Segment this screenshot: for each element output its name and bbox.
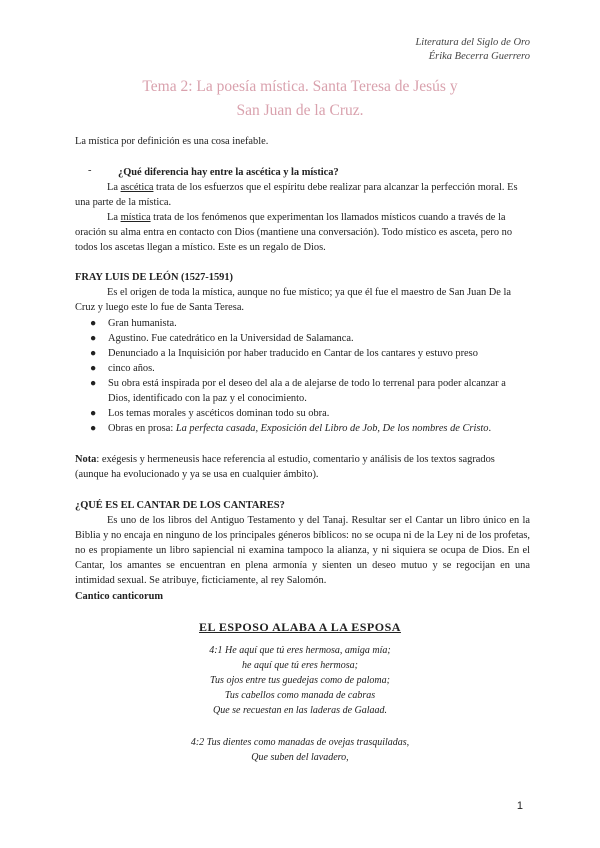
poem-title: EL ESPOSO ALABA A LA ESPOSA bbox=[199, 620, 401, 634]
fray-luis-heading: FRAY LUIS DE LEÓN (1527-1591) bbox=[75, 272, 233, 283]
obras-titles: La perfecta casada, Exposición del Libro de Job, De los nombres de Cristo bbox=[175, 423, 489, 434]
fray-luis-bullet-list bbox=[90, 316, 530, 436]
ascetica-term: ascética bbox=[120, 182, 154, 193]
cantar-paragraph: Es uno de los libros del Antiguo Testamento y del Tanaj. Resultar ser el Cantar un libro único en la Biblia y no encaja en ninguno de los principales géneros bíblicos: no se ocupa ni de la Ley ni de los profetas, no es propiamente un libro sapiencial ni examina tampoco la alianza, y ni siquiera se ocupa de Dios. En el Cantar, los amantes se encuentran en plena armonía y sienten un deseo mutuo y se regocijan en una intimidad sexual. Se atribuye, ficticiamente, al rey Salomón. bbox=[75, 515, 530, 586]
intro-paragraph: La mística por definición es una cosa inefable. bbox=[75, 136, 269, 147]
poem-line: 4:1 He aquí que tú eres hermosa, amiga mía; bbox=[209, 645, 391, 656]
bullet-item: ● Los temas morales y ascéticos dominan todo su obra. bbox=[90, 408, 330, 419]
fray-luis-intro: Es el origen de toda la mística, aunque no fue místico; ya que él fue el maestro de San Juan De la Cruz y luego este lo fue de Santa Teresa. bbox=[75, 287, 511, 313]
question-heading: ¿Qué diferencia hay entre la ascética y la mística? bbox=[118, 167, 339, 178]
mistica-definition: trata de los fenómenos que experimentan los llamados místicos cuando a través de la oración su alma entra en contacto con Dios (mantiene una conversación). Todo místico es asceta, pero no todos los ascetas llegan a místico. Este es un regalo de Dios. bbox=[75, 212, 513, 253]
bullet-item-obras: ● Obras en prosa: La perfecta casada, Exposición del Libro de Job, De los nombres de Cristo. bbox=[90, 423, 492, 434]
nota-label: Nota bbox=[75, 454, 97, 465]
document-title bbox=[60, 75, 540, 123]
cantico-subheading: Cantico canticorum bbox=[75, 591, 164, 602]
poem-line: Tus cabellos como manada de cabras bbox=[224, 690, 376, 701]
course-name: Literatura del Siglo de Oro bbox=[415, 37, 530, 48]
poem-line: 4:2 Tus dientes como manadas de ovejas trasquiladas, bbox=[190, 737, 410, 748]
ascetica-paragraph bbox=[75, 180, 530, 210]
title-line-1: Tema 2: La poesía mística. Santa Teresa de Jesús y bbox=[142, 78, 458, 95]
poem-stanza-1 bbox=[60, 643, 540, 718]
poem-line: Que se recuestan en las laderas de Galaad. bbox=[212, 705, 388, 716]
page-number: 1 bbox=[516, 800, 523, 812]
poem-line: Que suben del lavadero, bbox=[251, 752, 349, 763]
cantar-heading: ¿QUÉ ES EL CANTAR DE LOS CANTARES? bbox=[75, 500, 285, 511]
ascetica-definition: trata de los esfuerzos que el espíritu debe realizar para alcanzar la perfección moral. Es una parte de la mística. bbox=[75, 182, 518, 208]
bullet-dot-icon: ● bbox=[90, 408, 97, 419]
title-line-2: San Juan de la Cruz. bbox=[236, 102, 364, 119]
bullet-dot-icon: ● bbox=[90, 318, 97, 329]
running-header bbox=[415, 36, 530, 64]
bullet-item: ● Gran humanista. bbox=[90, 318, 177, 329]
question-dash: - bbox=[88, 165, 92, 176]
bullet-item: ● Su obra está inspirada por el deseo del ala a de alejarse de todo lo terrenal para poder alcanzar a Dios, identificado con la paz y el conocimiento. bbox=[90, 378, 506, 404]
poem-line: he aquí que tú eres hermosa; bbox=[242, 660, 358, 671]
bullet-item: ● Agustino. Fue catedrático en la Universidad de Salamanca. bbox=[90, 333, 354, 344]
author-name: Érika Becerra Guerrero bbox=[428, 51, 530, 62]
mistica-article: La bbox=[107, 212, 121, 223]
poem-line: Tus ojos entre tus guedejas como de paloma; bbox=[210, 675, 390, 686]
bullet-dot-icon: ● bbox=[90, 333, 97, 344]
poem-stanza-2 bbox=[60, 735, 540, 765]
ascetica-article: La bbox=[107, 182, 121, 193]
nota-paragraph bbox=[75, 452, 530, 482]
bullet-dot-icon: ● bbox=[90, 378, 97, 389]
bullet-item: ● Denunciado a la Inquisición por haber traducido en Cantar de los cantares y estuvo preso bbox=[90, 348, 478, 359]
bullet-dot-icon: ● bbox=[90, 423, 97, 434]
nota-text: : exégesis y hermeneusis hace referencia al estudio, comentario y análisis de los textos sagrados (aunque ha evolucionado y ya se usa en cualquier ámbito). bbox=[75, 454, 495, 480]
mistica-paragraph bbox=[75, 210, 530, 255]
bullet-item: ● cinco años. bbox=[90, 363, 155, 374]
bullet-dot-icon: ● bbox=[90, 348, 97, 359]
bullet-dot-icon: ● bbox=[90, 363, 97, 374]
mistica-term: mística bbox=[120, 212, 151, 223]
